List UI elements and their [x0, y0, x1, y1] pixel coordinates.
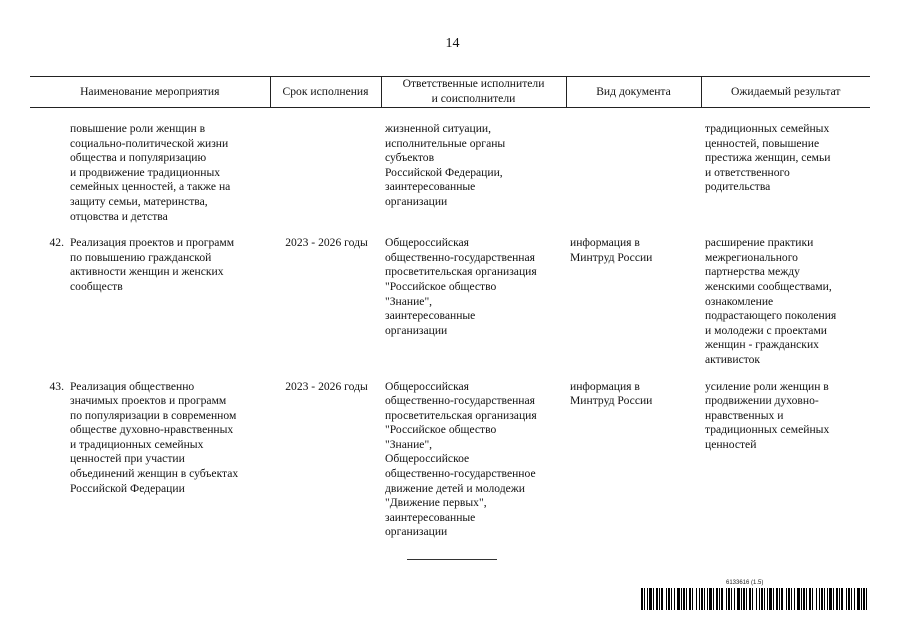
row-term — [270, 108, 381, 237]
row-name-cell — [30, 236, 270, 379]
table-header-row — [30, 77, 870, 108]
row-number: 43. — [49, 379, 64, 393]
measures-table — [30, 76, 870, 552]
header-responsible: Ответственные исполнители и соисполнители — [381, 77, 566, 108]
row-doc-type — [566, 108, 701, 237]
row-term: 2023 - 2026 годы — [285, 236, 368, 250]
barcode — [641, 588, 869, 610]
row-number — [34, 122, 70, 224]
row-name: Реализация проектов и программ по повышению гражданской активности женщин и женских сообществ — [70, 236, 235, 293]
row-responsible: Общероссийская общественно-государственная просветительская организация "Российское общество "Знание", заинтересованные организации — [385, 236, 537, 337]
header-result: Ожидаемый результат — [701, 77, 870, 108]
row-responsible: Общероссийская общественно-государственная просветительская организация "Российское общество "Знание", Общероссийское общественно-государственное движение детей и молодежи "Движение первых", заинтересованные организации — [385, 379, 537, 539]
footer-divider — [407, 559, 497, 560]
row-name-cell — [30, 380, 270, 553]
row-doc-type: информация в Минтруд России — [570, 379, 653, 408]
row-responsible: жизненной ситуации, исполнительные органы субъектов Российской Федерации, заинтересованные организации — [385, 122, 506, 208]
header-term: Срок исполнения — [270, 77, 381, 108]
header-name: Наименование мероприятия — [30, 77, 270, 108]
table-row — [30, 380, 870, 553]
barcode-label: 6133616 (1.5) — [726, 580, 764, 586]
row-name: Реализация общественно значимых проектов и программ по популяризации в современном обществе духовно-нравственных и традиционных семейных ценностей при участии объединений женщин в субъектах Российской Федерации — [70, 379, 239, 495]
table-row — [30, 236, 870, 379]
table-row — [30, 108, 870, 237]
row-name-cell — [30, 108, 270, 237]
row-result: усиление роли женщин в продвижении духовно- нравственных и традиционных семейных ценностей — [705, 379, 830, 451]
row-result: традиционных семейных ценностей, повышение престижа женщин, семьи и ответственного родительства — [705, 122, 831, 194]
row-term: 2023 - 2026 годы — [285, 379, 368, 393]
row-doc-type: информация в Минтруд России — [570, 236, 653, 264]
row-name: повышение роли женщин в социально-политической жизни общества и популяризацию и продвижение традиционных семейных ценностей, а также на защиту семьи, материнства, отцовства и детства — [70, 122, 231, 223]
row-number: 42. — [49, 236, 64, 250]
header-doc-type: Вид документа — [566, 77, 701, 108]
row-result: расширение практики межрегионального партнерства между женскими сообществами, ознакомление подрастающего поколения и молодежи с проектами женщин - гражданских активисток — [705, 236, 837, 366]
page-number: 14 — [445, 36, 460, 51]
